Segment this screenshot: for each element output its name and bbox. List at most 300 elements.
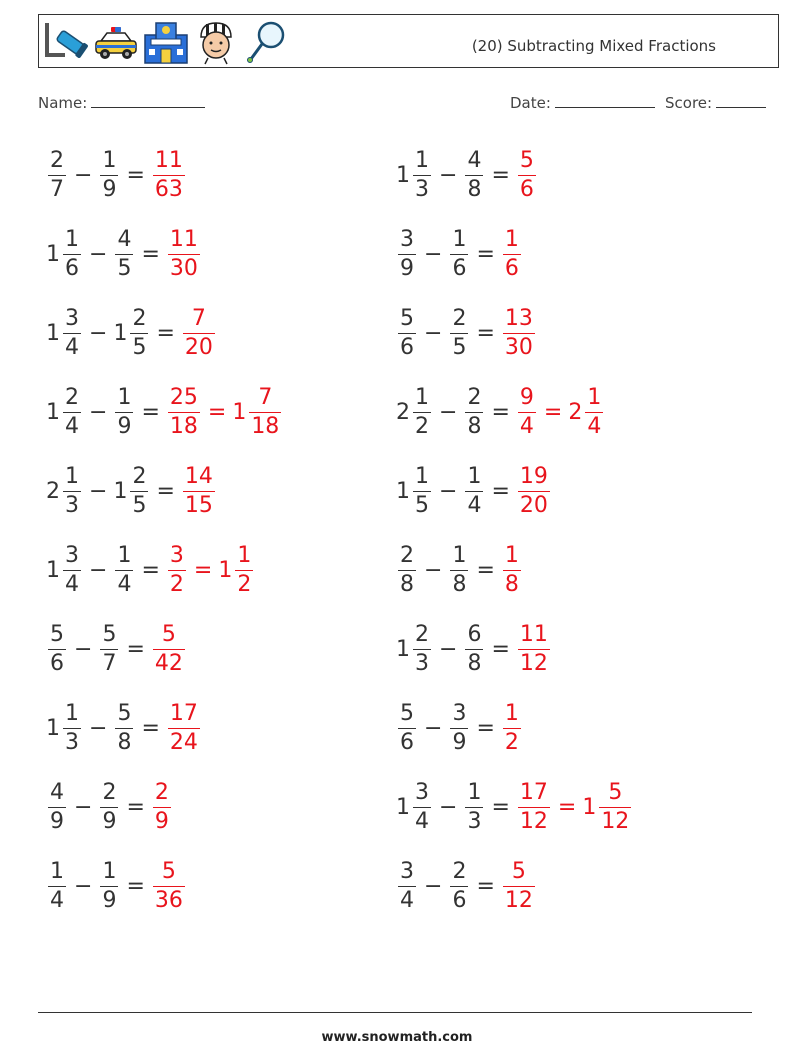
- subtrahend-mixed-number: [113, 700, 135, 755]
- subtrahend-fraction: [465, 463, 483, 518]
- minuend-mixed-number: [46, 858, 68, 913]
- answer-mixed-number: [166, 542, 188, 597]
- answer-mixed-number: [181, 463, 217, 518]
- date-label: Date:: [510, 94, 551, 112]
- minuend-whole: 1: [46, 715, 60, 741]
- answer-denominator: 30: [169, 255, 198, 281]
- score-blank[interactable]: [716, 94, 766, 108]
- answer-denominator: 12: [519, 808, 548, 834]
- minuend-numerator: 2: [400, 542, 414, 568]
- answer-numerator: 25: [169, 384, 198, 410]
- subtrahend-denominator: 5: [132, 334, 147, 360]
- minus-sign: −: [424, 873, 443, 899]
- subtrahend-mixed-number: [463, 463, 485, 518]
- subtrahend-numerator: 2: [452, 305, 467, 331]
- answer-fraction: [168, 542, 186, 597]
- subtrahend-denominator: 3: [467, 808, 482, 834]
- minuend-numerator: 2: [415, 621, 429, 647]
- minuend-numerator: 3: [65, 542, 79, 568]
- problem-20: [396, 856, 537, 916]
- subtrahend-numerator: 5: [102, 621, 117, 647]
- answer-simplified-whole: 1: [582, 794, 597, 820]
- problem-19: [46, 856, 187, 916]
- name-label: Name:: [38, 94, 88, 112]
- minuend-denominator: 6: [400, 334, 414, 360]
- minus-sign: −: [74, 873, 93, 899]
- subtrahend-denominator: 7: [102, 650, 117, 676]
- minuend-mixed-number: [396, 147, 433, 202]
- answer-mixed-number: [501, 858, 537, 913]
- name-field[interactable]: [38, 94, 205, 112]
- subtrahend-fraction: [465, 621, 483, 676]
- subtrahend-numerator: 2: [467, 384, 482, 410]
- minuend-denominator: 3: [65, 492, 79, 518]
- answer-simplified-fraction: [235, 542, 253, 597]
- problem-13: [46, 619, 187, 679]
- minuend-fraction: [413, 147, 431, 202]
- answer-equals-sign: =: [557, 794, 577, 820]
- worksheet-title: (20) Subtracting Mixed Fractions: [471, 37, 716, 55]
- name-blank[interactable]: [91, 94, 205, 108]
- subtrahend-denominator: 8: [452, 571, 467, 597]
- minuend-fraction: [398, 858, 416, 913]
- answer-fraction: [518, 384, 536, 439]
- minuend-denominator: 7: [50, 176, 64, 202]
- answer-denominator: 9: [154, 808, 169, 834]
- subtrahend-denominator: 6: [452, 255, 467, 281]
- date-field[interactable]: [510, 94, 655, 112]
- subtrahend-mixed-number: [113, 542, 135, 597]
- minuend-fraction: [63, 305, 81, 360]
- subtrahend-mixed-number: [463, 779, 485, 834]
- subtrahend-mixed-number: [98, 147, 120, 202]
- minuend-whole: 1: [396, 636, 410, 662]
- answer-denominator: 12: [519, 650, 548, 676]
- minuend-mixed-number: [396, 305, 418, 360]
- minuend-denominator: 9: [400, 255, 414, 281]
- answer-simplified-whole: 1: [232, 399, 247, 425]
- answer-mixed-number: [501, 700, 523, 755]
- answer-fraction: [183, 305, 215, 360]
- subtrahend-numerator: 1: [102, 858, 117, 884]
- subtrahend-numerator: 5: [117, 700, 132, 726]
- header-icons: [43, 19, 289, 65]
- minuend-fraction: [63, 542, 81, 597]
- answer: [501, 542, 523, 597]
- subtrahend-fraction: [115, 226, 133, 281]
- answer-denominator: 12: [504, 887, 533, 913]
- answer-equals-sign: =: [193, 557, 213, 583]
- minuend-fraction: [63, 384, 81, 439]
- minuend-whole: 1: [46, 320, 60, 346]
- problem-18: [396, 777, 633, 837]
- answer-denominator: 6: [504, 255, 519, 281]
- subtrahend-numerator: 2: [452, 858, 467, 884]
- subtrahend-denominator: 4: [467, 492, 482, 518]
- answer-numerator: 11: [519, 621, 548, 647]
- problem-17: [46, 777, 173, 837]
- minus-sign: −: [439, 636, 458, 662]
- answer-mixed-number: [501, 542, 523, 597]
- minuend-fraction: [398, 305, 416, 360]
- subtrahend-mixed-number: [463, 621, 485, 676]
- minuend-denominator: 8: [400, 571, 414, 597]
- subtrahend-numerator: 1: [117, 384, 132, 410]
- minuend-denominator: 4: [400, 887, 414, 913]
- subtrahend-denominator: 9: [452, 729, 467, 755]
- answer-simplified-fraction: [585, 384, 603, 439]
- answer-fraction: [518, 779, 550, 834]
- subtrahend-whole: 1: [113, 320, 128, 346]
- answer: [181, 463, 217, 518]
- subtrahend-mixed-number: [113, 305, 150, 360]
- subtrahend-numerator: 1: [452, 542, 467, 568]
- answer-simplified-mixed-number: [582, 779, 633, 834]
- subtrahend-denominator: 9: [117, 413, 132, 439]
- answer-mixed-number: [516, 384, 538, 439]
- answer-simplified-numerator: 5: [608, 779, 623, 805]
- police-car-icon: [93, 19, 139, 65]
- subtrahend-mixed-number: [448, 305, 470, 360]
- minuend-numerator: 1: [415, 463, 429, 489]
- equals-sign: =: [126, 873, 145, 899]
- minuend-mixed-number: [46, 305, 83, 360]
- answer: [166, 384, 283, 439]
- flashlight-icon: [43, 19, 89, 65]
- answer-mixed-number: [151, 779, 173, 834]
- answer-mixed-number: [181, 305, 217, 360]
- answer-mixed-number: [166, 384, 202, 439]
- subtrahend-mixed-number: [448, 226, 470, 281]
- minus-sign: −: [89, 241, 108, 267]
- equals-sign: =: [476, 873, 495, 899]
- subtrahend-mixed-number: [463, 147, 485, 202]
- minuend-denominator: 4: [50, 887, 64, 913]
- minus-sign: −: [439, 478, 458, 504]
- minuend-mixed-number: [396, 621, 433, 676]
- answer-numerator: 3: [169, 542, 184, 568]
- equals-sign: =: [491, 399, 510, 425]
- minuend-fraction: [413, 384, 431, 439]
- minuend-fraction: [413, 621, 431, 676]
- answer-numerator: 11: [154, 147, 183, 173]
- answer-fraction: [153, 779, 171, 834]
- subtrahend-fraction: [100, 858, 118, 913]
- magnifying-glass-icon: [243, 19, 289, 65]
- problem-14: [396, 619, 552, 679]
- subtrahend-numerator: 4: [467, 147, 482, 173]
- answer: [151, 779, 173, 834]
- subtrahend-mixed-number: [113, 384, 135, 439]
- answer-mixed-number: [516, 779, 552, 834]
- minuend-numerator: 1: [65, 700, 79, 726]
- equals-sign: =: [141, 715, 160, 741]
- minuend-mixed-number: [46, 779, 68, 834]
- footer-divider: [38, 1012, 752, 1013]
- answer: [151, 621, 187, 676]
- subtrahend-fraction: [450, 305, 468, 360]
- minuend-denominator: 6: [65, 255, 79, 281]
- answer: [151, 858, 187, 913]
- minuend-fraction: [413, 779, 431, 834]
- problem-1: [46, 145, 187, 205]
- minus-sign: −: [89, 320, 108, 346]
- subtrahend-fraction: [450, 858, 468, 913]
- subtrahend-denominator: 9: [102, 176, 117, 202]
- answer-fraction: [168, 700, 200, 755]
- answer-mixed-number: [501, 226, 523, 281]
- answer-mixed-number: [166, 226, 202, 281]
- minuend-mixed-number: [46, 463, 83, 518]
- problem-3: [46, 224, 202, 284]
- problem-5: [46, 303, 217, 363]
- minuend-whole: 2: [396, 399, 410, 425]
- answer: [516, 147, 538, 202]
- problem-10: [396, 461, 552, 521]
- minus-sign: −: [89, 478, 108, 504]
- minuend-whole: 1: [396, 794, 410, 820]
- subtrahend-mixed-number: [113, 226, 135, 281]
- problem-15: [46, 698, 202, 758]
- minus-sign: −: [89, 715, 108, 741]
- date-blank[interactable]: [555, 94, 655, 108]
- minuend-denominator: 4: [65, 571, 79, 597]
- answer-simplified-fraction: [599, 779, 631, 834]
- minuend-mixed-number: [46, 621, 68, 676]
- answer-fraction: [503, 858, 535, 913]
- minuend-fraction: [398, 542, 416, 597]
- prisoner-icon: [193, 19, 239, 65]
- minuend-numerator: 1: [50, 858, 64, 884]
- answer-fraction: [168, 384, 200, 439]
- answer-denominator: 6: [519, 176, 534, 202]
- subtrahend-denominator: 8: [467, 650, 482, 676]
- minuend-denominator: 3: [415, 650, 429, 676]
- answer: [166, 226, 202, 281]
- answer-numerator: 5: [161, 621, 176, 647]
- minuend-numerator: 3: [65, 305, 79, 331]
- subtrahend-fraction: [130, 305, 148, 360]
- minuend-numerator: 2: [65, 384, 79, 410]
- subtrahend-denominator: 5: [117, 255, 132, 281]
- subtrahend-whole: 1: [113, 478, 128, 504]
- subtrahend-fraction: [465, 779, 483, 834]
- equals-sign: =: [476, 320, 495, 346]
- minuend-numerator: 1: [415, 147, 429, 173]
- minuend-whole: 2: [46, 478, 60, 504]
- minuend-denominator: 4: [65, 334, 79, 360]
- answer-fraction: [153, 147, 185, 202]
- answer-simplified-whole: 2: [568, 399, 583, 425]
- answer-numerator: 1: [504, 542, 519, 568]
- answer-numerator: 17: [169, 700, 198, 726]
- minuend-denominator: 3: [415, 176, 429, 202]
- subtrahend-denominator: 8: [117, 729, 132, 755]
- answer-fraction: [503, 700, 521, 755]
- minuend-numerator: 3: [400, 226, 414, 252]
- minuend-numerator: 5: [400, 700, 414, 726]
- answer-denominator: 20: [184, 334, 213, 360]
- answer-denominator: 42: [154, 650, 183, 676]
- subtrahend-fraction: [465, 147, 483, 202]
- subtrahend-numerator: 2: [132, 463, 147, 489]
- answer-fraction: [503, 542, 521, 597]
- subtrahend-numerator: 1: [467, 779, 482, 805]
- minuend-denominator: 5: [415, 492, 429, 518]
- minuend-mixed-number: [396, 463, 433, 518]
- answer-numerator: 1: [504, 226, 519, 252]
- minus-sign: −: [74, 162, 93, 188]
- answer-fraction: [503, 305, 535, 360]
- worksheet-header: [38, 14, 779, 68]
- answer: [166, 542, 255, 597]
- answer-equals-sign: =: [207, 399, 227, 425]
- subtrahend-denominator: 5: [132, 492, 147, 518]
- answer-fraction: [153, 621, 185, 676]
- equals-sign: =: [126, 636, 145, 662]
- minuend-denominator: 4: [65, 413, 79, 439]
- subtrahend-denominator: 8: [467, 413, 482, 439]
- subtrahend-fraction: [465, 384, 483, 439]
- police-station-icon: [143, 19, 189, 65]
- subtrahend-fraction: [115, 700, 133, 755]
- equals-sign: =: [141, 399, 160, 425]
- minuend-mixed-number: [396, 542, 418, 597]
- problem-4: [396, 224, 523, 284]
- minuend-denominator: 2: [415, 413, 429, 439]
- answer-denominator: 2: [169, 571, 184, 597]
- minus-sign: −: [424, 557, 443, 583]
- equals-sign: =: [126, 794, 145, 820]
- answer-numerator: 17: [519, 779, 548, 805]
- minuend-numerator: 5: [400, 305, 414, 331]
- minus-sign: −: [74, 794, 93, 820]
- subtrahend-numerator: 1: [102, 147, 117, 173]
- answer: [501, 858, 537, 913]
- subtrahend-numerator: 1: [117, 542, 132, 568]
- subtrahend-numerator: 4: [117, 226, 132, 252]
- answer: [516, 621, 552, 676]
- answer-fraction: [168, 226, 200, 281]
- answer-numerator: 1: [504, 700, 519, 726]
- answer-simplified-fraction: [249, 384, 281, 439]
- answer: [166, 700, 202, 755]
- minus-sign: −: [439, 399, 458, 425]
- answer-simplified-numerator: 1: [237, 542, 252, 568]
- answer-fraction: [183, 463, 215, 518]
- subtrahend-fraction: [130, 463, 148, 518]
- minuend-mixed-number: [396, 700, 418, 755]
- minuend-whole: 1: [46, 241, 60, 267]
- problem-12: [396, 540, 523, 600]
- minus-sign: −: [424, 320, 443, 346]
- answer-fraction: [153, 858, 185, 913]
- subtrahend-numerator: 3: [452, 700, 467, 726]
- subtrahend-mixed-number: [98, 621, 120, 676]
- answer: [516, 779, 633, 834]
- equals-sign: =: [476, 715, 495, 741]
- answer-fraction: [518, 621, 550, 676]
- subtrahend-mixed-number: [113, 463, 150, 518]
- minuend-whole: 1: [396, 478, 410, 504]
- answer-mixed-number: [151, 858, 187, 913]
- subtrahend-mixed-number: [448, 542, 470, 597]
- equals-sign: =: [156, 320, 175, 346]
- answer-simplified-mixed-number: [218, 542, 255, 597]
- answer-simplified-denominator: 12: [601, 808, 630, 834]
- answer-simplified-mixed-number: [232, 384, 283, 439]
- equals-sign: =: [126, 162, 145, 188]
- minuend-mixed-number: [396, 226, 418, 281]
- problem-2: [396, 145, 538, 205]
- minuend-denominator: 6: [50, 650, 64, 676]
- minuend-mixed-number: [396, 779, 433, 834]
- answer-fraction: [518, 463, 550, 518]
- minuend-mixed-number: [46, 384, 83, 439]
- answer-simplified-whole: 1: [218, 557, 233, 583]
- answer-numerator: 5: [519, 147, 534, 173]
- minuend-numerator: 4: [50, 779, 64, 805]
- minuend-fraction: [48, 779, 66, 834]
- minuend-whole: 1: [396, 162, 410, 188]
- equals-sign: =: [476, 241, 495, 267]
- answer-mixed-number: [501, 305, 537, 360]
- answer-numerator: 5: [161, 858, 176, 884]
- answer-mixed-number: [151, 147, 187, 202]
- minuend-fraction: [48, 147, 66, 202]
- minus-sign: −: [439, 794, 458, 820]
- minuend-numerator: 1: [65, 463, 79, 489]
- answer-mixed-number: [516, 147, 538, 202]
- subtrahend-fraction: [100, 779, 118, 834]
- subtrahend-mixed-number: [448, 858, 470, 913]
- minuend-mixed-number: [46, 147, 68, 202]
- equals-sign: =: [491, 162, 510, 188]
- problem-16: [396, 698, 523, 758]
- subtrahend-fraction: [450, 542, 468, 597]
- minuend-fraction: [413, 463, 431, 518]
- subtrahend-fraction: [115, 542, 133, 597]
- minuend-fraction: [48, 858, 66, 913]
- answer: [151, 147, 187, 202]
- subtrahend-mixed-number: [448, 700, 470, 755]
- equals-sign: =: [491, 794, 510, 820]
- subtrahend-numerator: 1: [467, 463, 482, 489]
- subtrahend-mixed-number: [98, 858, 120, 913]
- score-label: Score:: [665, 94, 713, 112]
- answer: [501, 700, 523, 755]
- answer-denominator: 63: [154, 176, 183, 202]
- equals-sign: =: [476, 557, 495, 583]
- answer-numerator: 14: [184, 463, 213, 489]
- subtrahend-numerator: 2: [132, 305, 147, 331]
- answer-mixed-number: [516, 463, 552, 518]
- minus-sign: −: [439, 162, 458, 188]
- subtrahend-denominator: 6: [452, 887, 467, 913]
- minuend-numerator: 5: [50, 621, 64, 647]
- subtrahend-numerator: 2: [102, 779, 117, 805]
- answer-mixed-number: [516, 621, 552, 676]
- answer-simplified-mixed-number: [568, 384, 605, 439]
- minus-sign: −: [74, 636, 93, 662]
- minuend-fraction: [48, 621, 66, 676]
- answer-denominator: 18: [169, 413, 198, 439]
- minuend-numerator: 3: [415, 779, 429, 805]
- subtrahend-numerator: 1: [452, 226, 467, 252]
- score-field[interactable]: [665, 94, 766, 112]
- subtrahend-denominator: 9: [102, 887, 117, 913]
- answer-numerator: 9: [519, 384, 534, 410]
